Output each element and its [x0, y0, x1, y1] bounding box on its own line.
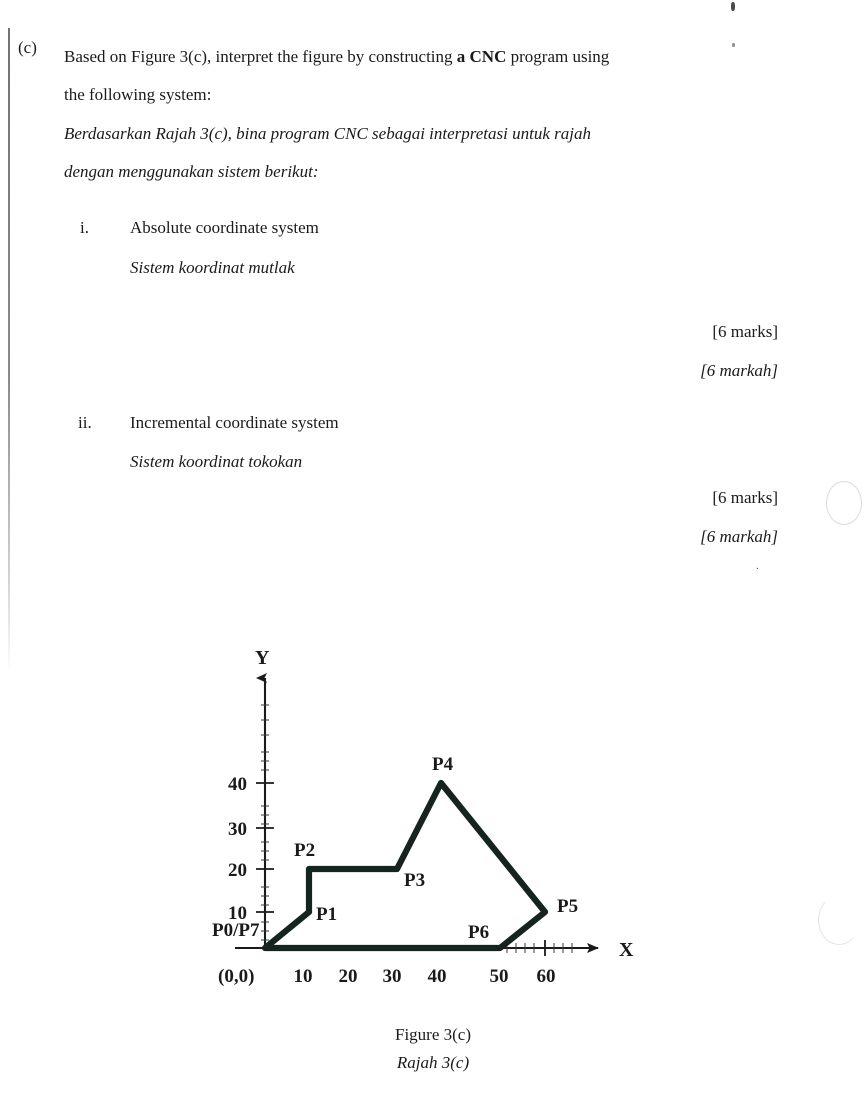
point-label-p0-p7: P0/P7: [212, 920, 260, 941]
subquestion-i-numeral: i.: [80, 218, 89, 237]
question-malay-line-2: dengan menggunakan sistem berikut:: [64, 162, 319, 181]
y-tick-labels: [228, 774, 247, 924]
svg-text:10: 10: [293, 966, 313, 987]
point-label-p4: P4: [432, 754, 454, 775]
subquestion-ii-malay: Sistem koordinat tokokan: [130, 452, 303, 471]
workpiece-profile: [265, 783, 545, 948]
point-label-p3: P3: [404, 870, 426, 891]
subquestion-ii-marks-malay: [6 markah]: [700, 527, 778, 546]
svg-text:40: 40: [427, 966, 447, 987]
subquestion-ii-english: Incremental coordinate system: [130, 413, 339, 432]
point-label-p1: P1: [316, 904, 338, 925]
question-line-1-part-b: program using: [506, 47, 610, 66]
svg-text:40: 40: [228, 774, 247, 795]
ring-binder-artifact-upper: [826, 481, 862, 525]
question-malay-line-1: Berdasarkan Rajah 3(c), bina program CNC sebagai interpretasi untuk rajah: [64, 124, 591, 143]
figure-3c: [0, 610, 866, 1072]
question-line-1: [64, 38, 609, 76]
subquestion-i-marks-malay: [6 markah]: [700, 361, 778, 380]
point-label-p5: P5: [557, 896, 579, 917]
svg-text:20: 20: [228, 860, 247, 881]
page-edge-line: [8, 28, 10, 668]
x-tick-labels: [294, 966, 556, 987]
question-label: (c): [18, 38, 37, 57]
figure-caption-malay: Rajah 3(c): [396, 1053, 470, 1072]
svg-text:30: 30: [228, 819, 247, 840]
figure-caption-english: Figure 3(c): [394, 1025, 471, 1044]
point-label-p6: P6: [468, 922, 490, 943]
question-line-2: the following system:: [64, 85, 212, 104]
svg-text:60: 60: [536, 966, 556, 987]
y-axis-label: Y: [255, 647, 270, 669]
x-axis-label: X: [619, 939, 634, 961]
scan-speck-top: [731, 2, 735, 11]
subquestion-ii-numeral: ii.: [78, 413, 92, 432]
scan-speck-top-secondary: [732, 43, 735, 47]
point-label-p2: P2: [294, 840, 316, 861]
origin-label: (0,0): [218, 966, 255, 987]
subquestion-i-english: Absolute coordinate system: [130, 218, 319, 237]
subquestion-ii-marks-english: [6 marks]: [712, 488, 778, 507]
scan-speck-below-marks: .: [756, 560, 759, 572]
svg-text:50: 50: [489, 966, 509, 987]
svg-text:20: 20: [338, 966, 358, 987]
figure-3c-svg: [0, 610, 866, 1030]
subquestion-i-marks-english: [6 marks]: [712, 322, 778, 341]
question-line-1-emphasis: a CNC: [456, 47, 507, 66]
svg-text:10: 10: [228, 903, 247, 924]
question-line-1-part-a: Based on Figure 3(c), interpret the figure by constructing: [64, 47, 457, 66]
svg-text:30: 30: [382, 966, 402, 987]
subquestion-i-malay: Sistem koordinat mutlak: [130, 258, 295, 277]
